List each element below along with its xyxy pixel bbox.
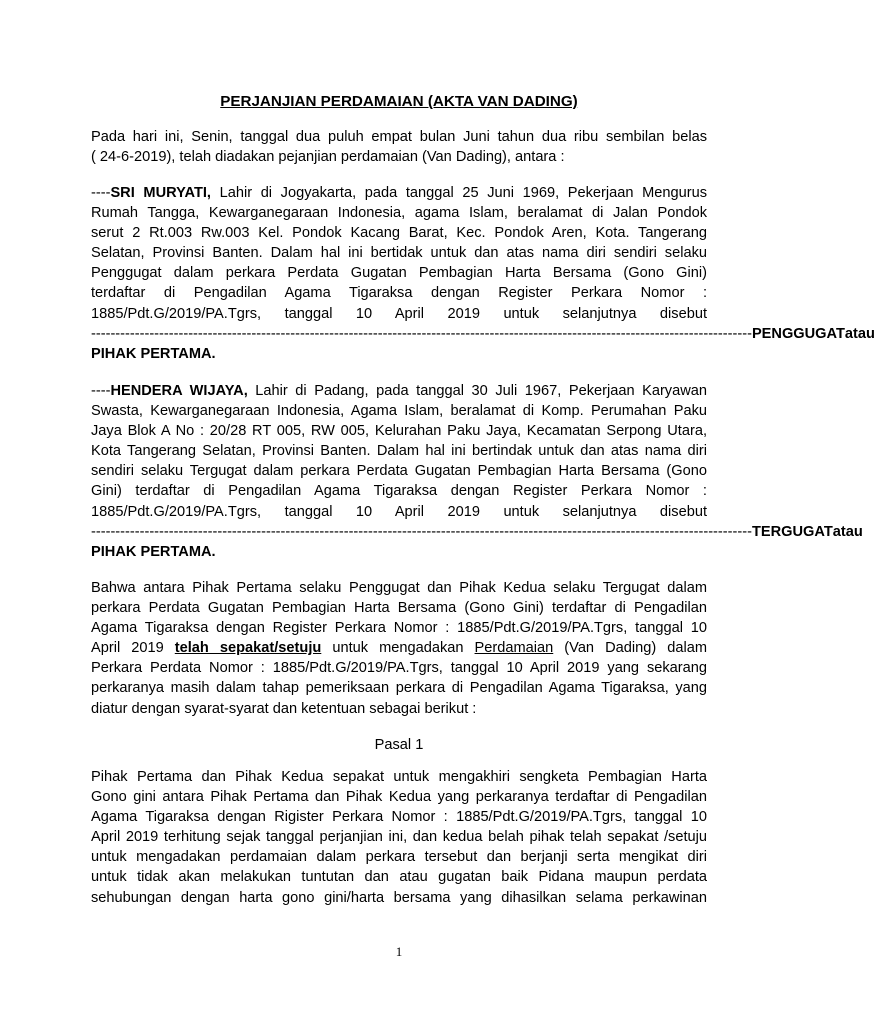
pasal-one-line: sehubungan dengan harta gono gini/harta bersama yang dihasilkan selama perkawinan [91,889,707,906]
party-two-line: Gini) terdaftar di Pengadilan Agama Tigaraksa dengan Register Perkara Nomor : [91,483,707,500]
party-two-first-line [91,381,707,401]
party-two-name: HENDERA WIJAYA, [110,383,248,399]
party-one-role: PENGGUGAT [751,325,845,342]
bahwa-line: Agama Tigaraksa dengan Register Perkara Nomor : 1885/Pdt.G/2019/PA.Tgrs, tanggal 10 [91,620,707,637]
pasal-one-line: Agama Tigaraksa dengan Rigister Perkara Nomor : 1885/Pdt.G/2019/PA.Tgrs, tanggal 10 [91,809,707,826]
intro-paragraph [91,127,707,167]
pasal-one-paragraph [91,767,707,908]
bahwa-line-agreement [91,638,707,658]
party-one-line: serut 2 Rt.003 Rw.003 Kel. Pondok Kacang Barat, Kec. Pondok Aren, Kota. Tangerang [91,225,707,242]
party-one-pihak-line [91,344,707,364]
bahwa-line: perkara Perdata Gugatan Pembagian Harta Bersama (Gono Gini) terdaftar di Pengadilan [91,600,707,617]
party-two-line: Kota Tangerang Selatan, Provinsi Banten. Dalam hal ini bertindak untuk dan atas nama diri [91,443,707,460]
pasal-heading: Pasal 1 [374,737,424,753]
bahwa-line: Bahwa antara Pihak Pertama selaku Penggugat dan Pihak Kedua selaku Tergugat dalam [91,580,707,596]
party-one-line: Rumah Tangga, Kewarganegaraan Indonesia, agama Islam, beralamat di Jalan Pondok [91,205,707,222]
pasal-one-line: April 2019 terhitung sejak tanggal perjanjian ini, dan kedua belah pihak telah sepakat /setuju [91,829,707,846]
party-two-role: TERGUGAT [751,523,833,540]
bahwa-text: untuk mengadakan [321,640,475,657]
document-title: PERJANJIAN PERDAMAIAN (AKTA VAN DADING) [220,93,578,110]
pasal-one-line: Pihak Pertama dan Pihak Kedua sepakat untuk mengakhiri sengketa Pembagian Harta [91,769,707,785]
party-one-line: Penggugat dalam perkara Perdata Gugatan Pembagian Harta Bersama (Gono Gini) [91,265,707,282]
pasal-one-line: Gono gini antara Pihak Pertama dan Pihak Kedua yang perkaranya terdaftar di Pengadilan [91,789,707,806]
dash-prefix: ---- [91,185,111,201]
party-two-line: sendiri selaku Tergugat dalam perkara Perdata Gugatan Pembagian Harta Bersama (Gono [91,463,707,480]
party-one-role-line [91,324,875,344]
bahwa-paragraph [91,578,707,719]
party-two-first-line-text: Lahir di Padang, pada tanggal 30 Juli 1967, Pekerjaan Karyawan [247,383,707,399]
bahwa-text: April 2019 [91,640,175,657]
dash-prefix: ---- [91,383,111,399]
party-one-line: Selatan, Provinsi Banten. Dalam hal ini bertidak untuk dan atas nama diri sendiri selaku [91,245,707,262]
dash-leader: ---------------------------------------------------------------------------------------------------------------------------------------- [91,523,752,540]
pasal-one-line: untuk mengadakan perdamaian dalam perkara tersebut dan berjanji serta mengikat diri [91,849,707,866]
party-two-atau: atau [832,523,863,540]
party-one-name: SRI MURYATI, [110,185,211,201]
party-two-line: Jaya Blok A No : 20/28 RT 005, RW 005, Kelurahan Paku Jaya, Kecamatan Serpong Utara, [91,423,707,440]
party-one-line: terdaftar di Pengadilan Agama Tigaraksa dengan Register Perkara Nomor : [91,285,707,302]
party-two-line: Swasta, Kewarganegaraan Indonesia, Agama Islam, beralamat di Komp. Perumahan Paku [91,403,707,420]
party-one-atau: atau [844,325,875,342]
agreement-phrase: telah sepakat/setuju [174,640,322,657]
party-two-line: 1885/Pdt.G/2019/PA.Tgrs, tanggal 10 April 2019 untuk selanjutnya disebut [91,503,707,520]
party-one-line: 1885/Pdt.G/2019/PA.Tgrs, tanggal 10 April 2019 untuk selanjutnya disebut [91,305,707,322]
party-two-role-line [91,522,863,542]
party-one-paragraph [91,183,875,364]
pasal-one-line: untuk tidak akan melakukan tuntutan dan atau gugatan baik Pidana maupun perdata [91,869,707,886]
bahwa-line: perkaranya masih dalam tahap pemeriksaan perkara di Pengadilan Agama Tigaraksa, yang [91,680,707,697]
page-number: 1 [395,944,403,959]
intro-line: ( 24-6-2019), telah diadakan pejanjian perdamaian (Van Dading), antara : [91,149,565,166]
party-two-pihak-line [91,542,707,562]
dash-leader: ---------------------------------------------------------------------------------------------------------------------------------------- [91,325,752,342]
party-two-pihak: PIHAK PERTAMA. [91,543,216,560]
bahwa-text: (Van Dading) dalam [553,640,708,657]
perdamaian-word: Perdamaian [474,640,554,657]
intro-line: Pada hari ini, Senin, tanggal dua puluh empat bulan Juni tahun dua ribu sembilan belas [91,129,707,145]
bahwa-line: diatur dengan syarat-syarat dan ketentuan sebagai berikut : [91,700,477,717]
party-one-pihak: PIHAK PERTAMA. [91,345,216,362]
party-two-paragraph [91,381,863,562]
party-one-first-line-text: Lahir di Jogyakarta, pada tanggal 25 Juni 1969, Pekerjaan Mengurus [210,185,707,201]
bahwa-line: Perkara Perdata Nomor : 1885/Pdt.G/2019/PA.Tgrs, tanggal 10 April 2019 yang sekarang [91,660,707,677]
party-one-first-line [91,183,707,203]
